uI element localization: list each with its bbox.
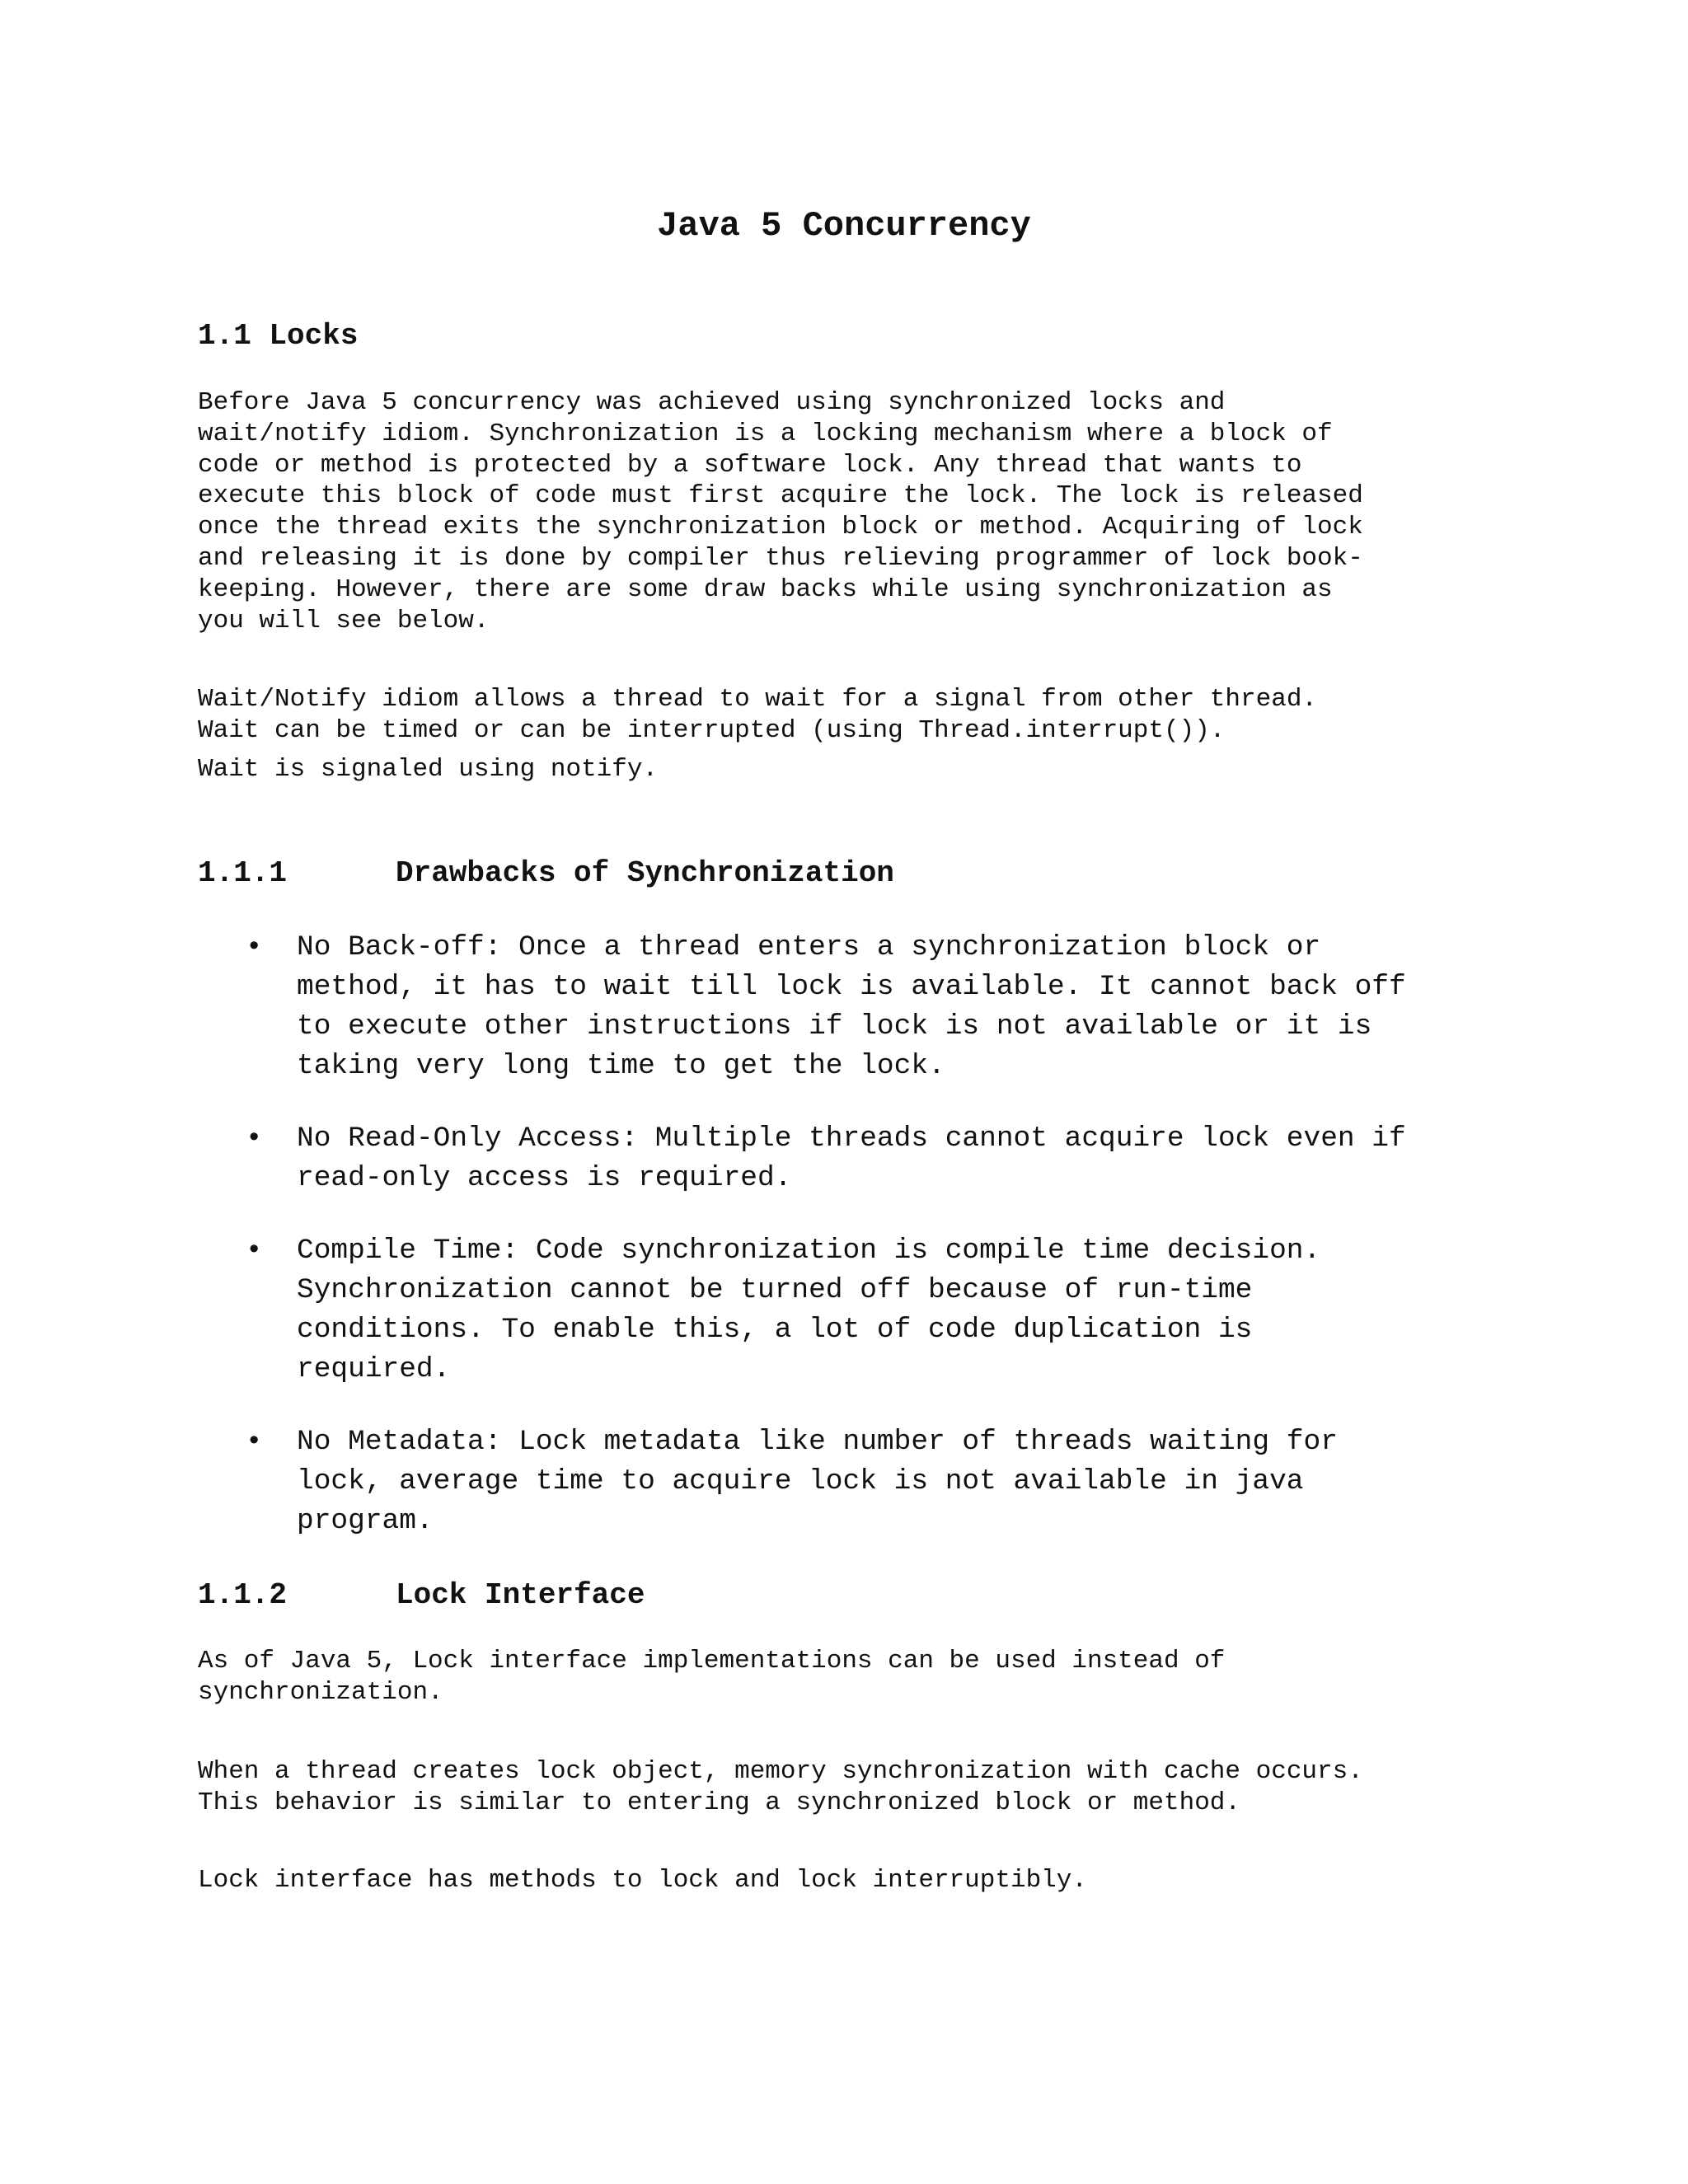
paragraph-line: and releasing it is done by compiler thus relieving programmer of lock book- [198, 544, 1363, 573]
list-item-line: program. [297, 1505, 434, 1537]
list-item [0, 1231, 1321, 1385]
section-heading-1-1: 1.1 Locks [198, 319, 359, 353]
list-item-line: lock, average time to acquire lock is not available in java [297, 1465, 1304, 1497]
section-number-1-1-1: 1.1.1 [198, 856, 288, 890]
paragraph-line: you will see below. [198, 606, 490, 635]
list-item [0, 928, 1406, 1082]
paragraph-line: As of Java 5, Lock interface implementations can be used instead of [198, 1647, 1226, 1675]
section-number-1-1-2: 1.1.2 [198, 1578, 288, 1612]
paragraph-line: keeping. However, there are some draw backs while using synchronization as [198, 574, 1333, 604]
list-item-line: conditions. To enable this, a lot of code duplication is [297, 1314, 1253, 1346]
paragraph-line: This behavior is similar to entering a synchronized block or method. [198, 1788, 1241, 1817]
paragraph-line: When a thread creates lock object, memory synchronization with cache occurs. [198, 1757, 1363, 1786]
list-item-line: read-only access is required. [297, 1162, 792, 1194]
lock-interface-paragraph-1 [0, 1646, 1226, 1707]
lock-interface-paragraph-3: Lock interface has methods to lock and lock interruptibly. [198, 1866, 1087, 1895]
list-item-line: to execute other instructions if lock is not available or it is [297, 1010, 1372, 1043]
paragraph-line: wait/notify idiom. Synchronization is a locking mechanism where a block of [198, 419, 1333, 448]
bullet-icon: • [246, 1123, 263, 1155]
list-item-line: No Back-off: Once a thread enters a synchronization block or [297, 931, 1321, 963]
list-item-line: No Read-Only Access: Multiple threads cannot acquire lock even if [297, 1122, 1406, 1155]
paragraph-line: Wait can be timed or can be interrupted (using Thread.interrupt()). [198, 715, 1226, 745]
list-item-line: taking very long time to get the lock. [297, 1050, 945, 1082]
bullet-icon: • [246, 932, 263, 963]
paragraph-line: once the thread exits the synchronization block or method. Acquiring of lock [198, 513, 1363, 542]
paragraph-line: execute this block of code must first acquire the lock. The lock is released [198, 481, 1363, 511]
list-item-line: Compile Time: Code synchronization is compile time decision. [297, 1235, 1321, 1267]
bullet-icon: • [246, 1427, 263, 1458]
list-item [0, 1422, 1338, 1537]
locks-paragraph-3: Wait is signaled using notify. [198, 755, 659, 784]
locks-paragraph-2 [0, 684, 1318, 745]
paragraph-line: Before Java 5 concurrency was achieved using synchronized locks and [198, 388, 1226, 417]
list-item [0, 1119, 1406, 1194]
list-item-line: required. [297, 1353, 451, 1385]
list-item-line: Synchronization cannot be turned off because of run-time [297, 1274, 1253, 1306]
document-title: Java 5 Concurrency [657, 206, 1031, 246]
list-item-line: No Metadata: Lock metadata like number of threads waiting for [297, 1426, 1338, 1458]
section-heading-1-1-1: Drawbacks of Synchronization [396, 856, 894, 890]
locks-paragraph-1 [0, 387, 1363, 635]
paragraph-line: Wait/Notify idiom allows a thread to wait for a signal from other thread. [198, 685, 1318, 714]
paragraph-line: synchronization. [198, 1677, 443, 1707]
section-heading-1-1-2: Lock Interface [396, 1578, 645, 1612]
list-item-line: method, it has to wait till lock is available. It cannot back off [297, 971, 1406, 1003]
bullet-icon: • [246, 1235, 263, 1267]
paragraph-line: code or method is protected by a software lock. Any thread that wants to [198, 450, 1302, 480]
lock-interface-paragraph-2 [0, 1756, 1363, 1817]
